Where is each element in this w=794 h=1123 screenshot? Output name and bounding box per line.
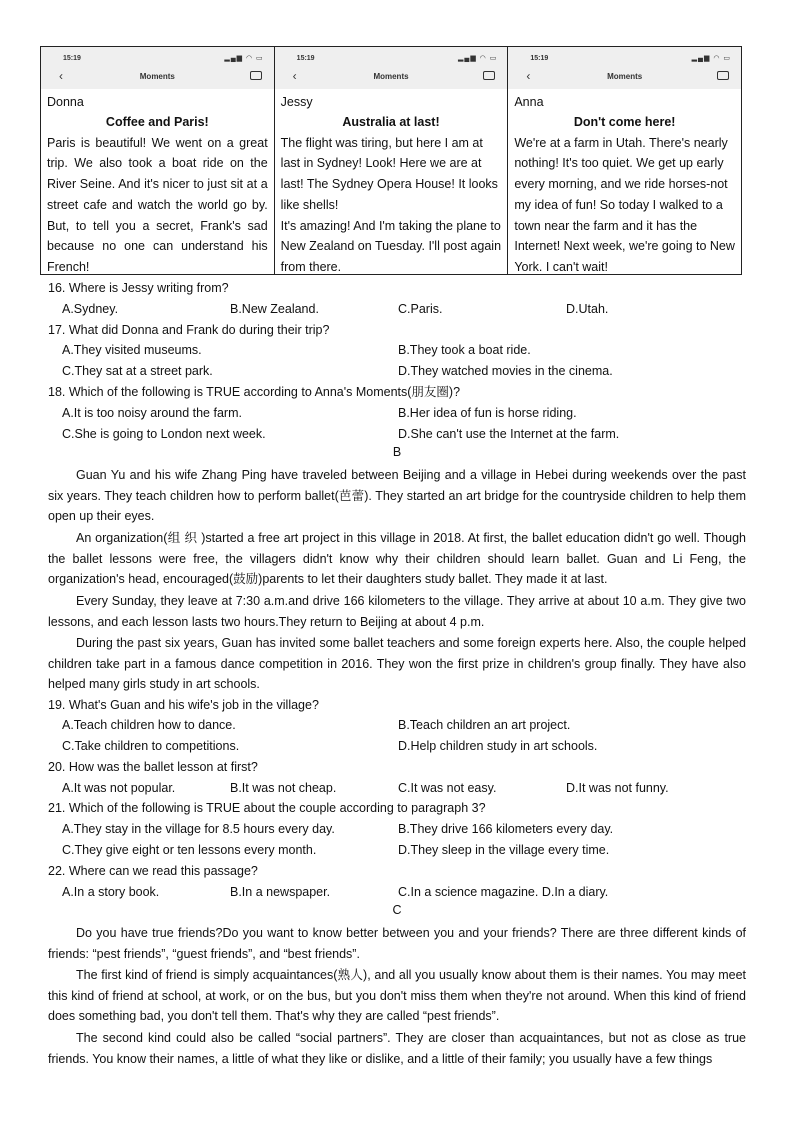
section-b-heading: B bbox=[392, 445, 402, 459]
screen-title: Moments bbox=[373, 72, 409, 81]
post-body-continued: It's amazing! And I'm taking the plane to New Zealand on Tuesday. I'll post again from there. bbox=[280, 218, 502, 274]
signal-icon: ▂▄▆ ◠ ▭ bbox=[458, 55, 498, 62]
post-title: Don't come here! bbox=[573, 115, 676, 129]
option-d[interactable]: D.She can't use the Internet at the farm. bbox=[398, 427, 620, 441]
back-arrow-icon[interactable]: ‹ bbox=[526, 69, 531, 83]
option-c[interactable]: C.She is going to London next week. bbox=[62, 427, 266, 441]
passage-b-paragraph-3: Every Sunday, they leave at 7:30 a.m.and drive 166 kilometers to the village. They arrive at about 10 a.m. They give two lessons, and each lesson lasts two hours.They return to Beijing at about 4 p.m. bbox=[48, 594, 746, 629]
option-a[interactable]: A.They stay in the village for 8.5 hours every day. bbox=[62, 822, 335, 836]
passage-b-paragraph-1: Guan Yu and his wife Zhang Ping have traveled between Beijing and a village in Hebei during weekends over the past six years. They teach children how to perform ballet(芭蕾). They started an art bridge for the countryside children to help them open up their eyes. bbox=[48, 468, 746, 524]
moments-panel bbox=[40, 46, 742, 275]
passage-b-paragraph-2: An organization(组 织 )started a free art project in this village in 2018. At first, the ballet education didn't go well. Though the ballet lessons were free, the villagers didn't know why their children should learn ballet. Guan and Li Feng, the organization's head, encouraged(鼓励)parents to let their daughters study ballet. They made it at last. bbox=[48, 531, 746, 587]
status-time: 15:19 bbox=[296, 55, 315, 62]
question-19: 19. What's Guan and his wife's job in the village? bbox=[48, 698, 319, 712]
camera-icon[interactable] bbox=[250, 71, 262, 80]
phone-status-bar bbox=[275, 47, 508, 89]
question-20: 20. How was the ballet lesson at first? bbox=[48, 760, 258, 774]
option-c[interactable]: C.Take children to competitions. bbox=[62, 739, 240, 753]
option-b[interactable]: B.New Zealand. bbox=[230, 302, 319, 316]
screen-title: Moments bbox=[139, 72, 175, 81]
moment-card bbox=[41, 47, 275, 274]
signal-icon: ▂▄▆ ◠ ▭ bbox=[224, 55, 264, 62]
question-17: 17. What did Donna and Frank do during their trip? bbox=[48, 323, 330, 337]
option-d[interactable]: D.They sleep in the village every time. bbox=[398, 843, 610, 857]
option-c[interactable]: C.They sat at a street park. bbox=[62, 364, 213, 378]
camera-icon[interactable] bbox=[483, 71, 495, 80]
option-d[interactable]: D.Help children study in art schools. bbox=[398, 739, 598, 753]
option-c[interactable]: C.It was not easy. bbox=[398, 781, 497, 795]
option-c-and-d[interactable]: C.In a science magazine. D.In a diary. bbox=[398, 885, 609, 899]
option-a[interactable]: A.It was not popular. bbox=[62, 781, 176, 795]
option-a[interactable]: A.They visited museums. bbox=[62, 343, 202, 357]
post-body: We're at a farm in Utah. There's nearly nothing! It's too quiet. We get up early every morning, and we ride horses-not my idea of fun! So today I walked to a town near the farm and it has the Internet! Next week, we're going to New York. I can't wait! bbox=[514, 135, 735, 274]
option-b[interactable]: B.Teach children an art project. bbox=[398, 718, 571, 732]
status-time: 15:19 bbox=[63, 55, 81, 62]
question-18: 18. Which of the following is TRUE according to Anna's Moments(朋友圈)? bbox=[48, 385, 461, 399]
option-d[interactable]: D.It was not funny. bbox=[566, 781, 669, 795]
option-c[interactable]: C.Paris. bbox=[398, 302, 443, 316]
option-a[interactable]: A.In a story book. bbox=[62, 885, 160, 899]
option-b[interactable]: B.In a newspaper. bbox=[230, 885, 331, 899]
option-c[interactable]: C.They give eight or ten lessons every month. bbox=[62, 843, 317, 857]
post-body: The flight was tiring, but here I am at last in Sydney! Look! Here we are at last! The Sydney Opera House! It looks like shells! bbox=[280, 135, 498, 212]
back-arrow-icon[interactable]: ‹ bbox=[292, 69, 297, 83]
poster-name: Anna bbox=[514, 95, 544, 109]
option-b[interactable]: B.They drive 166 kilometers every day. bbox=[398, 822, 614, 836]
post-body: Paris is beautiful! We went on a great trip. We also took a boat ride on the River Seine. And it's nicer to just sit at a street cafe and watch the world go by. But, to tell you a secret, Frank's sad because no one can understand his French! bbox=[47, 135, 268, 274]
option-a[interactable]: A.Teach children how to dance. bbox=[62, 718, 236, 732]
screen-title: Moments bbox=[607, 72, 643, 81]
moment-card bbox=[508, 47, 741, 274]
signal-icon: ▂▄▆ ◠ ▭ bbox=[691, 55, 732, 62]
post-title: Australia at last! bbox=[342, 115, 440, 129]
section-c-heading: C bbox=[392, 903, 402, 917]
phone-status-bar bbox=[41, 47, 274, 89]
passage-c-paragraph-2: The first kind of friend is simply acquaintances(熟人), and all you usually know about them is their names. You may meet this kind of friend at school, at work, or on the bus, but you don't miss them when they're not around. When this kind of friend does something bad, you don't tell them. That's why they are called “pest friends”. bbox=[48, 968, 746, 1024]
back-arrow-icon[interactable]: ‹ bbox=[59, 69, 63, 83]
option-b[interactable]: B.They took a boat ride. bbox=[398, 343, 531, 357]
poster-name: Donna bbox=[47, 95, 84, 109]
camera-icon[interactable] bbox=[717, 71, 729, 80]
question-21: 21. Which of the following is TRUE about the couple according to paragraph 3? bbox=[48, 801, 486, 815]
passage-b-paragraph-4: During the past six years, Guan has invited some ballet teachers and some foreign experts here. Also, the couple helped children take part in a famous dance competition in 2016. They won the first prize in children's group finally. They have also helped many girls study in art schools. bbox=[48, 636, 746, 692]
status-time: 15:19 bbox=[530, 55, 549, 62]
option-a[interactable]: A.Sydney. bbox=[62, 302, 119, 316]
option-d[interactable]: D.They watched movies in the cinema. bbox=[398, 364, 613, 378]
moment-card bbox=[275, 47, 509, 274]
question-22: 22. Where can we read this passage? bbox=[48, 864, 258, 878]
option-b[interactable]: B.It was not cheap. bbox=[230, 781, 337, 795]
passage-c-paragraph-1: Do you have true friends?Do you want to know better between you and your friends? There are three different kinds of friends: “pest friends”, “guest friends”, and “best friends”. bbox=[48, 926, 746, 961]
option-a[interactable]: A.It is too noisy around the farm. bbox=[62, 406, 242, 420]
question-16: 16. Where is Jessy writing from? bbox=[48, 281, 229, 295]
option-b[interactable]: B.Her idea of fun is horse riding. bbox=[398, 406, 577, 420]
post-title: Coffee and Paris! bbox=[105, 115, 209, 129]
phone-status-bar bbox=[508, 47, 741, 89]
poster-name: Jessy bbox=[280, 95, 313, 109]
option-d[interactable]: D.Utah. bbox=[566, 302, 609, 316]
passage-c-paragraph-3: The second kind could also be called “social partners”. They are closer than acquaintances, but not as close as true friends. You know their names, a little of what they like or dislike, and a little of their family; you usually have a few things bbox=[48, 1031, 746, 1066]
